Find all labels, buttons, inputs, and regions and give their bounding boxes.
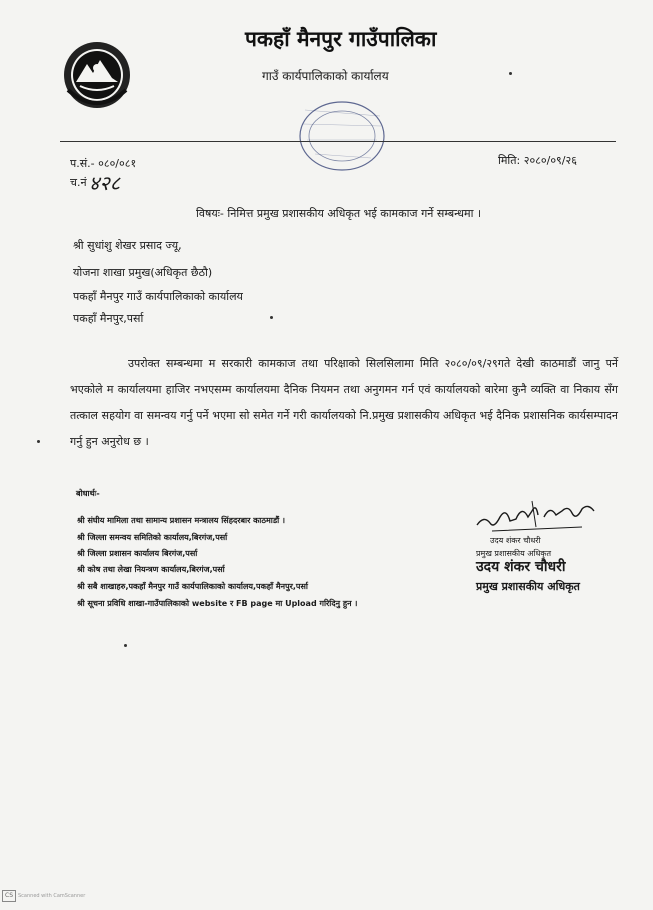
addressee-line: पकहाँ मैनपुर,पर्सा bbox=[73, 312, 144, 325]
scan-speck bbox=[270, 316, 273, 319]
municipality-emblem-logo bbox=[62, 40, 132, 110]
addressee-line: पकहाँ मैनपुर गाउँ कार्यपालिकाको कार्यालय bbox=[73, 290, 243, 303]
municipality-title: पकहाँ मैनपुर गाउँपालिका bbox=[245, 27, 437, 51]
scan-speck bbox=[124, 644, 127, 647]
signatory-name-stamp: उदय शंकर चौधरी bbox=[476, 559, 566, 575]
letter-subject: विषयः- निमित्त प्रमुख प्रशासकीय अधिकृत भई कामकाज गर्ने सम्बन्धमा । bbox=[196, 207, 482, 220]
scan-speck bbox=[37, 440, 40, 443]
cc-item: श्री जिल्ला समन्वय समितिको कार्यालय,बिरगंज,पर्सा bbox=[77, 533, 228, 542]
office-stamp bbox=[285, 96, 400, 176]
addressee-line: श्री सुधांशु शेखर प्रसाद ज्यू, bbox=[73, 239, 182, 252]
cc-item: श्री कोष तथा लेखा नियन्त्रण कार्यालय,बिरगंज,पर्सा bbox=[77, 565, 225, 574]
dispatch-number-handwritten: ४२८ bbox=[89, 171, 121, 195]
signatory-title-stamp: प्रमुख प्रशासकीय अधिकृत bbox=[476, 580, 580, 593]
letter-date: मिति: २०८०/०९/२६ bbox=[498, 154, 577, 167]
cc-item: श्री जिल्ला प्रशासन कार्यालय बिरगंज,पर्सा bbox=[77, 549, 198, 558]
dispatch-label: च.नं bbox=[70, 176, 87, 189]
signatory-name: उदय शंकर चौधरी bbox=[490, 536, 541, 545]
scan-speck bbox=[509, 72, 512, 75]
signatory-title: प्रमुख प्रशासकीय अधिकृत bbox=[476, 549, 552, 558]
cc-heading: बोधार्थः- bbox=[76, 489, 100, 498]
header-divider bbox=[60, 141, 616, 142]
handwritten-signature bbox=[472, 497, 602, 537]
addressee-line: योजना शाखा प्रमुख(अधिकृत छैठौ) bbox=[73, 266, 213, 279]
body-paragraph: उपरोक्त सम्बन्धमा म सरकारी कामकाज तथा परिक्षाको सिलसिलामा मिति २०८०/०९/२९गते देखी काठमाडौं जानु पर्ने भएकोले म कार्यालयमा हाजिर नभएसम्म कार्यालयमा दैनिक नियमन तथा अनुगमन गर्न एवं कार्यालयको बारेमा कुनै व्यक्ति वा निकाय सँग तत्काल सहयोग वा समन्वय गर्नु पर्ने भएमा सो समेत गर्ने गरी कार्यालयको नि.प्रमुख प्रशासकीय अधिकृत भई दैनिक प्रशासनिक कार्यसम्पादन गर्नु हुन अनुरोध छ । bbox=[70, 357, 618, 448]
cc-item: श्री संघीय मामिला तथा सामान्य प्रशासन मन्त्रालय सिंहदरबार काठमाडौं । bbox=[77, 516, 286, 525]
office-name: गाउँ कार्यपालिकाको कार्यालय bbox=[262, 69, 389, 83]
camscanner-watermark: Scanned with CamScanner bbox=[18, 893, 86, 899]
letter-body bbox=[70, 351, 618, 455]
cc-item: श्री सबै शाखाहरु,पकहाँ मैनपुर गाउँ कार्यपालिकाको कार्यालय,पकहाँ मैनपुर,पर्सा bbox=[77, 582, 308, 591]
reference-number: प.सं.- ०८०/०८१ bbox=[70, 157, 137, 170]
cc-item: श्री सूचना प्रविधि शाखा-गाउँपालिकाको website र FB page मा Upload गरिदिनु हुन । bbox=[77, 599, 358, 608]
camscanner-badge: CS bbox=[2, 890, 16, 902]
